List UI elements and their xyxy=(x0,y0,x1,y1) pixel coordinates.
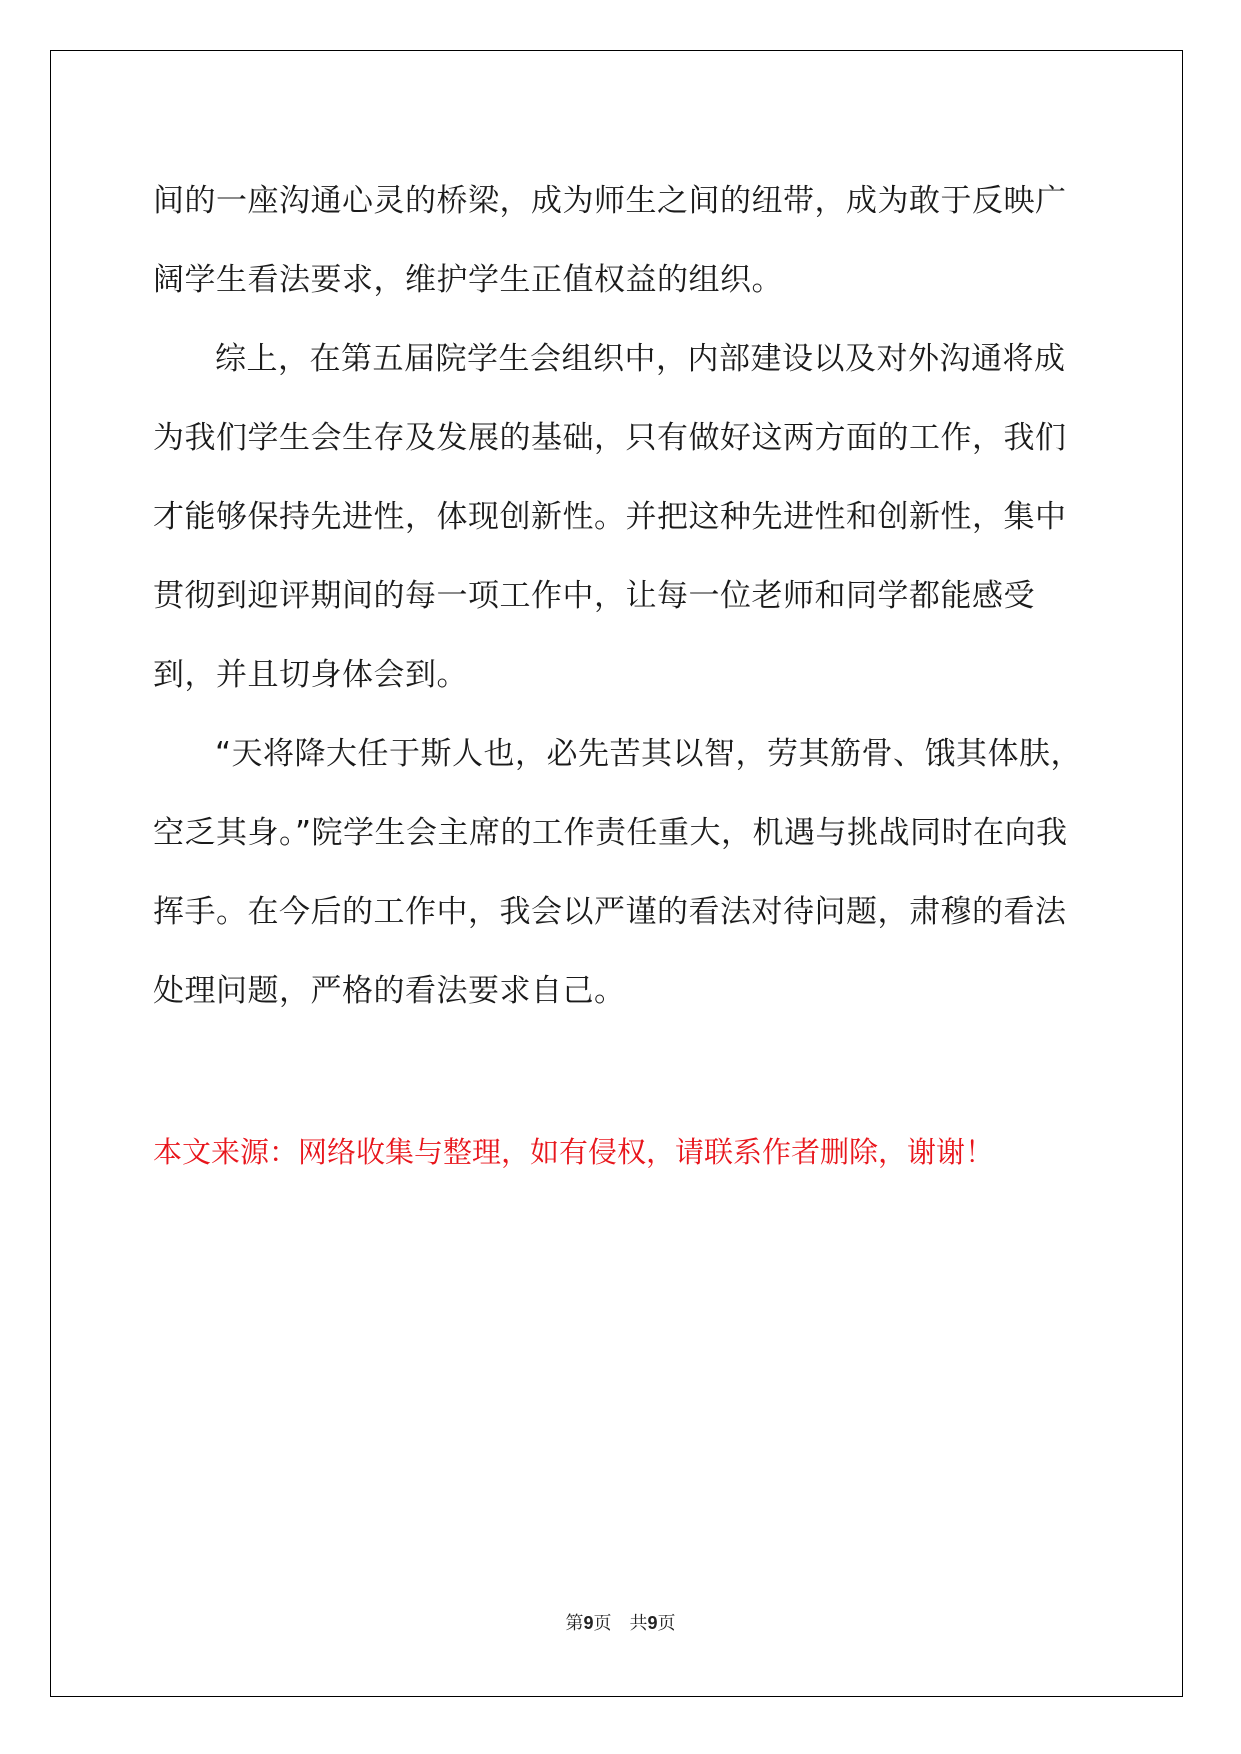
page-number-current: 9 xyxy=(583,1613,594,1633)
paragraph-1: 间的一座沟通心灵的桥梁，成为师生之间的纽带，成为敢于反映广阔学生看法要求，维护学生正值权益的组织。 xyxy=(153,183,1067,298)
page-footer xyxy=(0,1609,1241,1635)
page-total-prefix: 共 xyxy=(629,1613,648,1634)
paragraph-3: “天将降大任于斯人也，必先苦其以智，劳其筋骨、饿其体肤，空乏其身。”院学生会主席的工作责任重大，机遇与挑战同时在向我挥手。在今后的工作中，我会以严谨的看法对待问题，肃穆的看法处理问题，严格的看法要求自己。 xyxy=(153,736,1083,1009)
page-total-suffix: 页 xyxy=(657,1613,676,1634)
source-note: 本文来源：网络收集与整理，如有侵权，请联系作者删除，谢谢！ xyxy=(153,1135,995,1169)
paragraph-2: 综上，在第五届院学生会组织中，内部建设以及对外沟通将成为我们学生会生存及发展的基础，只有做好这两方面的工作，我们才能够保持先进性，体现创新性。并把这种先进性和创新性，集中贯彻到迎评期间的每一项工作中，让每一位老师和同学都能感受到，并且切身体会到。 xyxy=(153,341,1067,693)
page-number-total: 9 xyxy=(647,1613,658,1633)
page-number-suffix: 页 xyxy=(593,1613,612,1634)
page-number-prefix: 第 xyxy=(565,1613,584,1634)
document-body xyxy=(153,162,1093,1031)
